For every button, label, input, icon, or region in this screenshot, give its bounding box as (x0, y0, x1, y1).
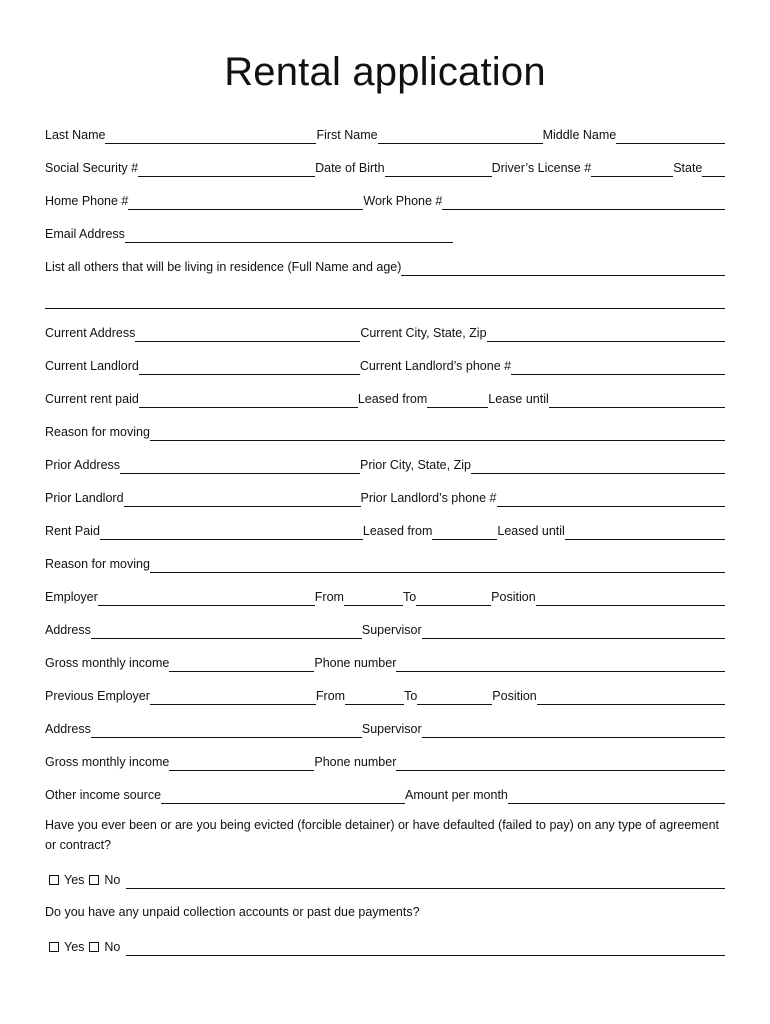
previous-employer-field[interactable] (150, 689, 316, 705)
current-rent-paid-field[interactable] (139, 392, 358, 408)
email-row (45, 223, 725, 243)
first-name-field[interactable] (378, 128, 543, 144)
reason-for-moving-field[interactable] (150, 425, 725, 441)
prev-position-label: Position (492, 689, 537, 703)
prior-address-row (45, 454, 725, 474)
prior-landlord-label: Prior Landlord (45, 491, 124, 505)
eviction-no-label: No (104, 873, 121, 887)
eviction-answer-row (45, 869, 725, 889)
prev-phone-number-field[interactable] (396, 755, 725, 771)
name-row (45, 124, 725, 144)
dob-label: Date of Birth (315, 161, 385, 175)
collections-yes-label: Yes (64, 940, 85, 954)
home-phone-label: Home Phone # (45, 194, 129, 208)
collections-answer-row (45, 936, 725, 956)
employer-position-label: Position (491, 590, 536, 604)
prior-reason-for-moving-label: Reason for moving (45, 557, 150, 571)
dob-field[interactable] (385, 161, 492, 177)
prior-landlord-field[interactable] (124, 491, 361, 507)
prev-gross-income-field[interactable] (169, 755, 314, 771)
other-income-field[interactable] (161, 788, 405, 804)
rent-paid-field[interactable] (100, 524, 363, 540)
drivers-license-label: Driver’s License # (491, 161, 592, 175)
prev-supervisor-field[interactable] (422, 722, 725, 738)
phone-row (45, 190, 725, 210)
lease-until-field[interactable] (549, 392, 725, 408)
current-address-field[interactable] (135, 326, 360, 342)
others-living-continued-row (45, 289, 725, 309)
prior-landlord-phone-label: Prior Landlord’s phone # (360, 491, 497, 505)
reason-for-moving-label: Reason for moving (45, 425, 150, 439)
eviction-yes-label: Yes (64, 873, 85, 887)
prev-income-row (45, 751, 725, 771)
employer-address-label: Address (45, 623, 91, 637)
current-address-row (45, 322, 725, 342)
prev-gross-income-label: Gross monthly income (45, 755, 170, 769)
email-field[interactable] (125, 227, 453, 243)
supervisor-field[interactable] (422, 623, 725, 639)
current-address-label: Current Address (45, 326, 136, 340)
prior-reason-for-moving-field[interactable] (150, 557, 725, 573)
prev-from-field[interactable] (345, 689, 404, 705)
employer-label: Employer (45, 590, 98, 604)
income-row (45, 652, 725, 672)
others-living-field-2[interactable] (45, 293, 725, 309)
collections-question: Do you have any unpaid collection accounts or past due payments? (45, 905, 420, 919)
employer-position-field[interactable] (536, 590, 725, 606)
prev-address-label: Address (45, 722, 91, 736)
leased-from-field[interactable] (427, 392, 488, 408)
others-living-label: List all others that will be living in residence (Full Name and age) (45, 260, 402, 274)
prev-position-field[interactable] (537, 689, 725, 705)
prior-address-label: Prior Address (45, 458, 121, 472)
eviction-yes-checkbox[interactable] (49, 875, 59, 885)
leased-until-label: Leased until (497, 524, 565, 538)
employer-from-field[interactable] (344, 590, 403, 606)
eviction-explanation-field[interactable] (126, 873, 725, 889)
prior-address-field[interactable] (120, 458, 360, 474)
home-phone-field[interactable] (128, 194, 363, 210)
phone-number-field[interactable] (396, 656, 725, 672)
previous-employer-label: Previous Employer (45, 689, 150, 703)
others-living-row (45, 256, 725, 276)
prev-phone-number-label: Phone number (314, 755, 397, 769)
prior-city-label: Prior City, State, Zip (360, 458, 471, 472)
collections-explanation-field[interactable] (126, 940, 725, 956)
supervisor-label: Supervisor (361, 623, 422, 637)
previous-employer-row (45, 685, 725, 705)
gross-monthly-income-field[interactable] (169, 656, 314, 672)
current-landlord-field[interactable] (139, 359, 360, 375)
collections-no-label: No (104, 940, 121, 954)
current-city-label: Current City, State, Zip (360, 326, 487, 340)
lease-until-label: Lease until (488, 392, 549, 406)
prior-leased-from-field[interactable] (432, 524, 497, 540)
current-landlord-phone-label: Current Landlord’s phone # (359, 359, 512, 373)
current-landlord-phone-field[interactable] (511, 359, 725, 375)
work-phone-field[interactable] (442, 194, 725, 210)
gross-monthly-income-label: Gross monthly income (45, 656, 170, 670)
prior-city-field[interactable] (471, 458, 725, 474)
last-name-field[interactable] (105, 128, 316, 144)
state-label: State (673, 161, 703, 175)
email-label: Email Address (45, 227, 125, 241)
eviction-no-checkbox[interactable] (89, 875, 99, 885)
middle-name-field[interactable] (616, 128, 725, 144)
others-living-field[interactable] (401, 260, 725, 276)
amount-per-month-field[interactable] (508, 788, 725, 804)
form-title: Rental application (224, 50, 546, 94)
prev-to-label: To (404, 689, 418, 703)
current-rent-row (45, 388, 725, 408)
current-city-field[interactable] (487, 326, 725, 342)
prev-address-field[interactable] (91, 722, 362, 738)
work-phone-label: Work Phone # (363, 194, 443, 208)
current-landlord-row (45, 355, 725, 375)
employer-row (45, 586, 725, 606)
leased-from-label: Leased from (357, 392, 428, 406)
prior-reason-moving-row (45, 553, 725, 573)
other-income-row (45, 784, 725, 804)
amount-per-month-label: Amount per month (405, 788, 508, 802)
ssn-label: Social Security # (45, 161, 139, 175)
employer-address-row (45, 619, 725, 639)
current-rent-paid-label: Current rent paid (45, 392, 139, 406)
rent-paid-label: Rent Paid (45, 524, 100, 538)
prior-landlord-row (45, 487, 725, 507)
state-field[interactable] (702, 161, 725, 177)
prior-landlord-phone-field[interactable] (497, 491, 726, 507)
identity-row (45, 157, 725, 177)
last-name-label: Last Name (45, 128, 106, 142)
collections-yes-checkbox[interactable] (49, 942, 59, 952)
employer-to-label: To (402, 590, 417, 604)
employer-from-label: From (314, 590, 344, 604)
prev-supervisor-label: Supervisor (361, 722, 422, 736)
reason-moving-row (45, 421, 725, 441)
middle-name-label: Middle Name (542, 128, 617, 142)
other-income-label: Other income source (45, 788, 162, 802)
ssn-field[interactable] (138, 161, 315, 177)
drivers-license-field[interactable] (591, 161, 673, 177)
prior-leased-from-label: Leased from (362, 524, 433, 538)
leased-until-field[interactable] (565, 524, 725, 540)
prev-employer-address-row (45, 718, 725, 738)
employer-field[interactable] (98, 590, 315, 606)
prior-rent-row (45, 520, 725, 540)
prev-to-field[interactable] (417, 689, 492, 705)
current-landlord-label: Current Landlord (45, 359, 139, 373)
prev-from-label: From (315, 689, 346, 703)
employer-to-field[interactable] (416, 590, 491, 606)
collections-no-checkbox[interactable] (89, 942, 99, 952)
eviction-question: Have you ever been or are you being evicted (forcible detainer) or have defaulted (failed to pay) on any type of agreement or contract? (45, 818, 720, 852)
phone-number-label: Phone number (314, 656, 397, 670)
employer-address-field[interactable] (91, 623, 362, 639)
first-name-label: First Name (316, 128, 378, 142)
